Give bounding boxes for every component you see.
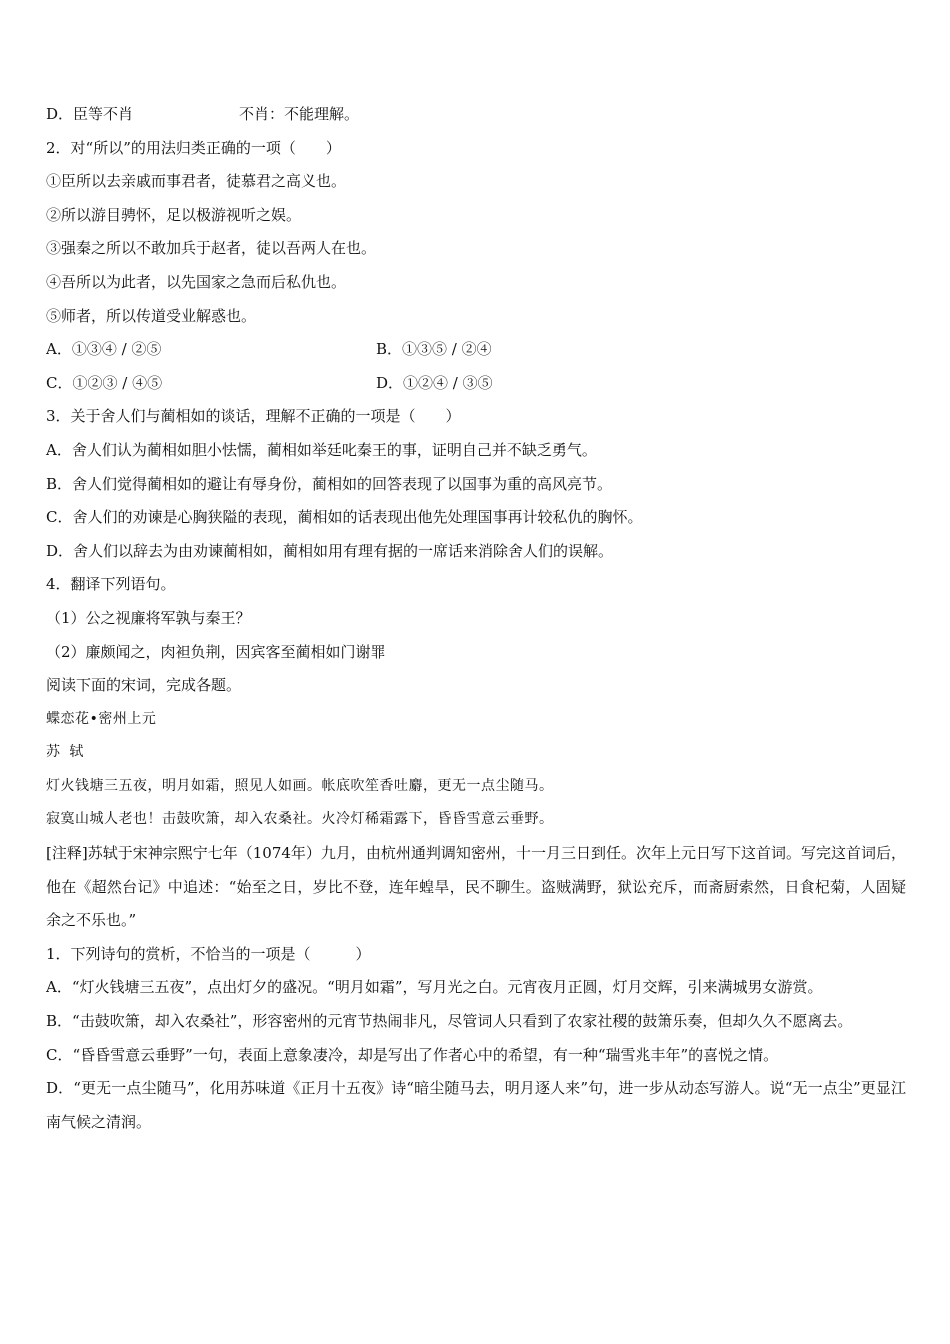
q3-option: C．舍人们的劝谏是心胸狭隘的表现，蔺相如的话表现出他先处理国事再计较私仇的胸怀。: [46, 508, 643, 527]
q2-item: ④吾所以为此者，以先国家之急而后私仇也。: [46, 272, 347, 291]
poem-line: 灯火钱塘三五夜，明月如霜，照见人如画。帐底吹笙香吐麝，更无一点尘随马。: [46, 777, 554, 794]
q2-option-b: B．①③⑤ / ②④: [376, 340, 492, 359]
q3-stem: 3．关于舍人们与蔺相如的谈话，理解不正确的一项是（ ）: [46, 407, 461, 426]
poem-author: 苏 轼: [46, 744, 84, 761]
q2-options-row-1: [46, 333, 906, 367]
q2-item: ②所以游目骋怀，足以极游视听之娱。: [46, 205, 302, 224]
poem-line: 寂寞山城人老也！击鼓吹箫，却入农桑社。火冷灯稀霜露下，昏昏雪意云垂野。: [46, 811, 554, 828]
p1-option: C．“昏昏雪意云垂野”一句，表面上意象凄冷，却是写出了作者心中的希望，有一种“瑞雪兆丰年”的喜悦之情。: [46, 1045, 779, 1064]
q2-options-row-2: [46, 367, 906, 401]
q3-option: B．舍人们觉得蔺相如的避让有辱身份，蔺相如的回答表现了以国事为重的高风亮节。: [46, 474, 613, 493]
q2-option-d: D．①②④ / ③⑤: [376, 373, 493, 392]
q2-stem: 2．对“所以”的用法归类正确的一项（ ）: [46, 138, 341, 157]
q2-option-c: C．①②③ / ④⑤: [46, 373, 163, 392]
poem-title: 蝶恋花•密州上元: [46, 710, 157, 727]
document-page: [46, 98, 906, 1139]
q4-stem: 4．翻译下列语句。: [46, 575, 176, 594]
q1-option-d-explain: 不肖：不能理解。: [239, 105, 360, 123]
section-intro: 阅读下面的宋词，完成各题。: [46, 676, 242, 695]
q1-option-d-label: D．臣等不肖: [46, 105, 134, 123]
q2-option-a: A．①③④ / ②⑤: [46, 340, 162, 359]
q4-item: （2）廉颇闻之，肉袒负荆，因宾客至蔺相如门谢罪: [46, 642, 386, 661]
p1-option: D．“更无一点尘随马”，化用苏味道《正月十五夜》诗“暗尘随马去，明月逐人来”句，进一步从动态写游人。说“无一点尘”更显江南气候之清润。: [46, 1079, 906, 1131]
q3-option: D．舍人们以辞去为由劝谏蔺相如，蔺相如用有理有据的一席话来消除舍人们的误解。: [46, 541, 614, 560]
p1-option: A．“灯火钱塘三五夜”，点出灯夕的盛况。“明月如霜”，写月光之白。元宵夜月正圆，灯月交辉，引来满城男女游赏。: [46, 978, 823, 997]
q2-item: ⑤师者，所以传道受业解惑也。: [46, 306, 257, 325]
q2-item: ③强秦之所以不敢加兵于赵者，徒以吾两人在也。: [46, 239, 377, 258]
p1-stem: 1．下列诗句的赏析，不恰当的一项是（ ）: [46, 944, 371, 963]
q4-item: （1）公之视廉将军孰与秦王？: [46, 608, 251, 627]
poem-note: [注释]苏轼于宋神宗熙宁七年（1074年）九月，由杭州通判调知密州，十一月三日到任。次年上元日写下这首词。写完这首词后，他在《超然台记》中追述：“始至之日，岁比不登，连年蝗旱，民不聊生。盗贼满野，狱讼充斥，而斋厨索然，日食杞菊，人固疑余之不乐也。”: [46, 844, 906, 930]
q3-option: A．舍人们认为蔺相如胆小怯懦，蔺相如举廷叱秦王的事，证明自己并不缺乏勇气。: [46, 440, 597, 459]
p1-option: B．“击鼓吹箫，却入农桑社”，形容密州的元宵节热闹非凡，尽管词人只看到了农家社稷的鼓箫乐奏，但却久久不愿离去。: [46, 1012, 853, 1031]
q1-option-d: [46, 98, 906, 132]
q2-item: ①臣所以去亲戚而事君者，徒慕君之高义也。: [46, 172, 347, 191]
